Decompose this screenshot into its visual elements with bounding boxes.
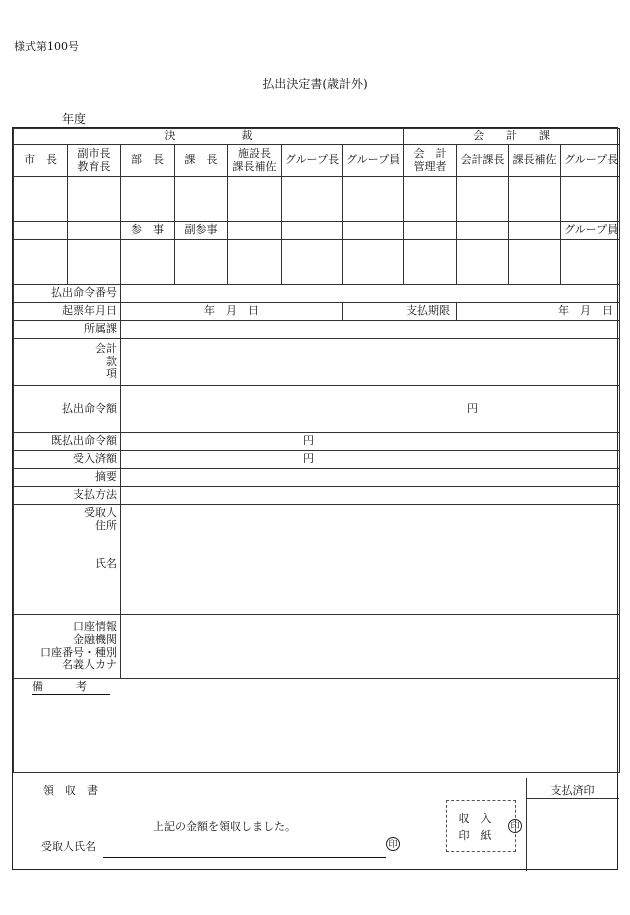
stamp-cell[interactable] xyxy=(228,177,282,222)
label-order-no: 払出命令番号 xyxy=(14,285,121,303)
approver-title-2-6 xyxy=(343,222,404,240)
field-summary[interactable] xyxy=(121,469,620,487)
stamp-cell[interactable] xyxy=(228,240,282,285)
approver-title-4: 施設長 課長補佐 xyxy=(228,145,282,177)
stamp-cell[interactable] xyxy=(282,240,343,285)
label-due-date: 支払期限 xyxy=(343,303,457,321)
recipient-label: 受取人氏名 xyxy=(41,840,96,853)
yen-unit: 円 xyxy=(467,401,478,415)
label-dept: 所属課 xyxy=(14,321,121,339)
recipient-line[interactable] xyxy=(103,857,386,858)
label-payee-1: 受取人 xyxy=(84,506,117,519)
approver-title-5: グループ長 xyxy=(282,145,343,177)
group-kaikei: 会 計 課 xyxy=(404,129,620,145)
approver-title-2-8 xyxy=(457,222,509,240)
field-dept[interactable] xyxy=(121,321,620,339)
label-bank-1: 口座情報 xyxy=(73,620,117,634)
label-acct-2: 款 xyxy=(106,354,117,368)
label-summary: 摘要 xyxy=(14,469,121,487)
approver-title-1: 副市長 教育長 xyxy=(68,145,121,177)
receipt-title: 領 収 書 xyxy=(43,784,98,797)
yen-unit: 円 xyxy=(303,452,314,466)
seal-mark: 印 xyxy=(386,837,400,851)
label-name: 氏名 xyxy=(95,557,117,571)
approver-title-2-4 xyxy=(228,222,282,240)
approver-title-2-1 xyxy=(68,222,121,240)
fiscal-year-label: 年度 xyxy=(26,110,86,129)
approval-stamp-row xyxy=(14,177,620,222)
field-prev-amount[interactable] xyxy=(121,433,620,451)
stamp-line-1: 収 入 xyxy=(458,812,492,825)
approver-title-2-7 xyxy=(404,222,457,240)
stamp-cell[interactable] xyxy=(14,240,68,285)
stamp-cell[interactable] xyxy=(561,177,620,222)
revenue-stamp-label xyxy=(450,811,500,844)
label-bank xyxy=(14,615,121,679)
stamp-cell[interactable] xyxy=(343,177,404,222)
stamp-cell[interactable] xyxy=(14,177,68,222)
approver-title-0: 市 長 xyxy=(14,145,68,177)
approver-title-2-10: グループ員 xyxy=(561,222,620,240)
field-payee[interactable] xyxy=(121,505,620,615)
stamp-cell[interactable] xyxy=(509,240,561,285)
field-draft-date[interactable]: 年 月 日 xyxy=(121,303,343,321)
label-prev-amount: 既払出命令額 xyxy=(14,433,121,451)
remarks-label: 備 考 xyxy=(32,681,110,695)
label-order-amount: 払出命令額 xyxy=(14,386,121,433)
label-acct-1: 会計 xyxy=(95,342,117,356)
remarks-area[interactable] xyxy=(14,679,620,773)
field-method[interactable] xyxy=(121,487,620,505)
label-bank-3: 口座番号・種別 xyxy=(40,645,117,659)
stamp-cell[interactable] xyxy=(404,177,457,222)
group-kessai: 決 裁 xyxy=(14,129,404,145)
stamp-cell[interactable] xyxy=(68,240,121,285)
label-payee-2: 住所 xyxy=(95,518,117,532)
approver-title-2-9 xyxy=(509,222,561,240)
stamp-cell[interactable] xyxy=(343,240,404,285)
paid-seal-label: 支払済印 xyxy=(550,784,595,797)
stamp-cell[interactable] xyxy=(175,240,228,285)
stamp-cell[interactable] xyxy=(121,240,175,285)
receipt-text: 上記の金額を領収しました。 xyxy=(153,820,296,833)
approval-titles-2 xyxy=(14,222,620,240)
stamp-cell[interactable] xyxy=(404,240,457,285)
approver-title-2: 部 長 xyxy=(121,145,175,177)
form-table xyxy=(13,128,620,773)
field-received[interactable] xyxy=(121,451,620,469)
approver-title-2-0 xyxy=(14,222,68,240)
label-method: 支払方法 xyxy=(14,487,121,505)
approver-title-2-2: 参 事 xyxy=(121,222,175,240)
field-bank[interactable] xyxy=(121,615,620,679)
field-order-amount[interactable] xyxy=(121,386,620,433)
approver-title-2-3: 副参事 xyxy=(175,222,228,240)
approver-title-2-5 xyxy=(282,222,343,240)
stamp-cell[interactable] xyxy=(509,177,561,222)
stamp-cell[interactable] xyxy=(68,177,121,222)
form-frame xyxy=(12,127,618,870)
stamp-cell[interactable] xyxy=(121,177,175,222)
stamp-line-2: 印 紙 xyxy=(458,828,492,842)
paid-seal-divider xyxy=(526,798,619,799)
approver-title-9: 課長補佐 xyxy=(509,145,561,177)
approver-title-6: グループ員 xyxy=(343,145,404,177)
approval-stamp-row-2 xyxy=(14,240,620,285)
label-draft-date: 起票年月日 xyxy=(14,303,121,321)
field-due-date[interactable]: 年 月 日 xyxy=(457,303,620,321)
approver-title-3: 課 長 xyxy=(175,145,228,177)
yen-unit: 円 xyxy=(303,434,314,448)
document-title: 払出決定書(歳計外) xyxy=(262,77,368,91)
stamp-cell[interactable] xyxy=(561,240,620,285)
approver-title-7: 会 計 管理者 xyxy=(404,145,457,177)
stamp-cell[interactable] xyxy=(457,177,509,222)
label-account xyxy=(14,339,121,386)
stamp-cell[interactable] xyxy=(457,240,509,285)
field-account[interactable] xyxy=(121,339,620,386)
approval-titles xyxy=(14,145,620,177)
label-bank-4: 名義人カナ xyxy=(62,658,117,672)
field-order-no[interactable] xyxy=(121,285,620,303)
stamp-seal-mark: 印 xyxy=(508,819,522,833)
stamp-cell[interactable] xyxy=(282,177,343,222)
approver-title-8: 会計課長 xyxy=(457,145,509,177)
stamp-cell[interactable] xyxy=(175,177,228,222)
form-number: 様式第100号 xyxy=(14,40,79,53)
approver-title-10: グループ長 xyxy=(561,145,620,177)
label-received: 受入済額 xyxy=(14,451,121,469)
label-acct-3: 項 xyxy=(106,367,117,381)
label-bank-2: 金融機関 xyxy=(73,632,117,646)
label-payee xyxy=(14,505,121,615)
